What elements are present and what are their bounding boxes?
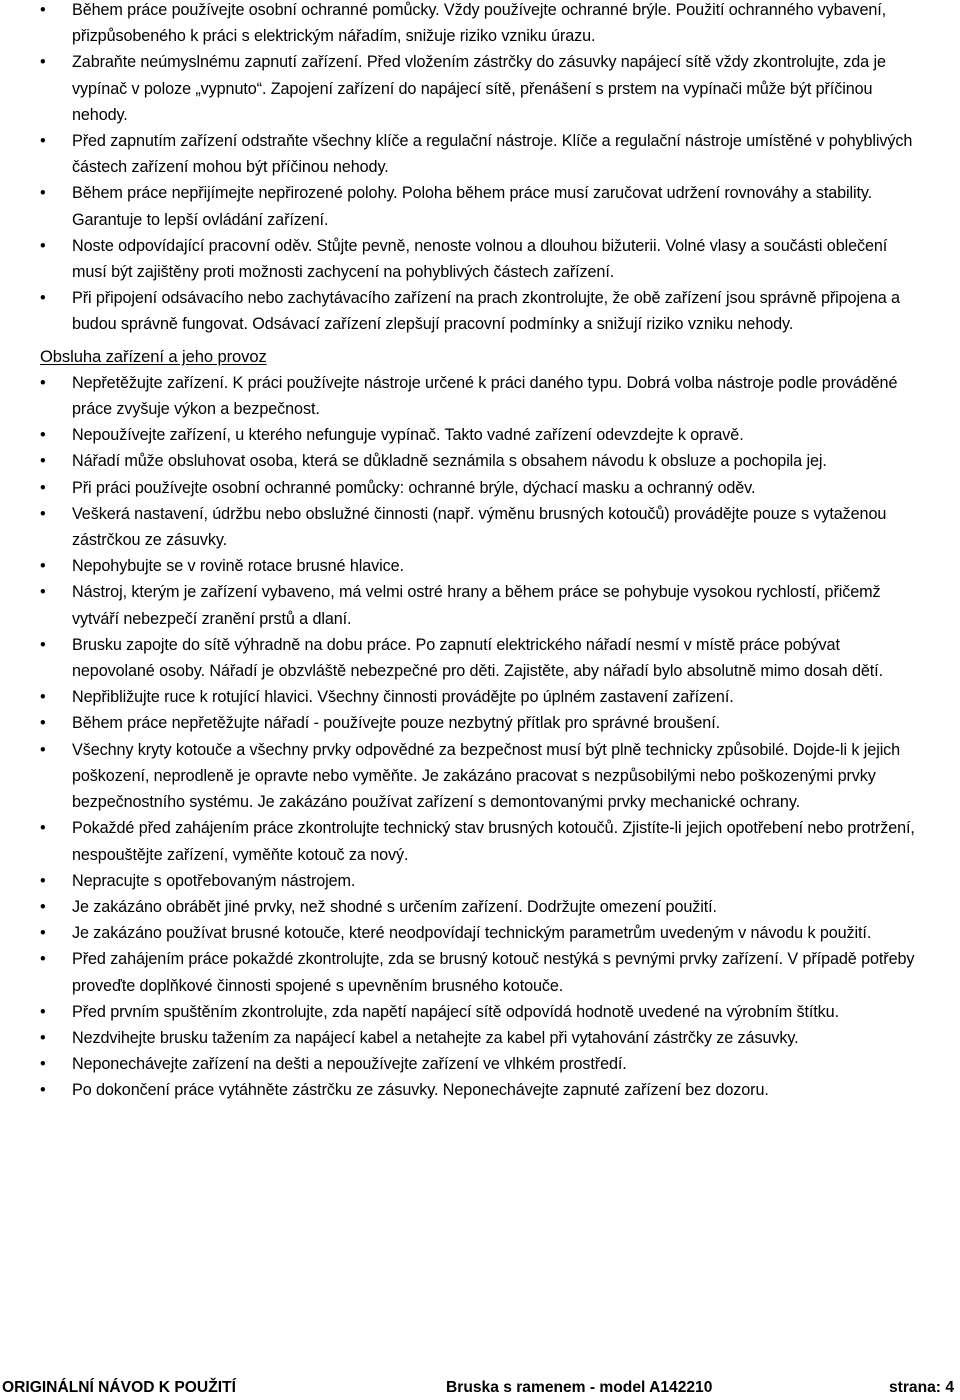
list-item-text: Noste odpovídající pracovní oděv. Stůjte pevně, nenoste volnou a dlouhou bižuterii. Volné vlasy a součásti oblečení musí být zajištěny proti možnosti zachycení na pohyblivých částech zařízení. (72, 236, 888, 282)
list-item-text: Je zakázáno používat brusné kotouče, které neodpovídají technickým parametrům uvedeným v návodu k použití. (72, 924, 872, 943)
bullet-icon: • (40, 714, 46, 733)
list-item (40, 49, 924, 128)
list-item-text: Během práce nepřijímejte nepřirozené polohy. Poloha během práce musí zaručovat udržení rovnováhy a stability. Garantuje to lepší ovládání zařízení. (72, 184, 873, 229)
list-item (40, 815, 924, 867)
list-item (40, 579, 924, 631)
list-item-text: Nezdvihejte brusku tažením za napájecí kabel a netahejte za kabel při vytahování zástrčky ze zásuvky. (72, 1028, 799, 1047)
bullet-icon: • (40, 184, 46, 203)
list-item (40, 285, 924, 337)
bullet-icon: • (40, 1055, 46, 1074)
list-item-text: Nářadí může obsluhovat osoba, která se důkladně seznámila s obsahem návodu k obsluze a pochopila jej. (72, 452, 827, 471)
footer-document-type: ORIGINÁLNÍ NÁVOD K POUŽITÍ (2, 1379, 236, 1396)
list-item-text: Je zakázáno obrábět jiné prvky, než shodné s určením zařízení. Dodržujte omezení použití. (72, 897, 717, 916)
list-item (40, 128, 924, 180)
bullet-icon: • (40, 478, 46, 497)
list-item (40, 868, 924, 894)
list-item (40, 1051, 924, 1077)
bullet-icon: • (40, 740, 46, 759)
list-item-text: Zabraňte neúmyslnému zapnutí zařízení. Před vložením zástrčky do zásuvky napájecí sítě vždy zkontrolujte, zda je vypínač v poloze „vypnuto“. Zapojení zařízení do napájecí sítě, přenášení s prstem na vypínači může být příčinou nehody. (72, 53, 886, 124)
list-item-text: Nepoužívejte zařízení, u kterého nefunguje vypínač. Takto vadné zařízení odevzdejte k opravě. (72, 426, 744, 445)
bullet-icon: • (40, 452, 46, 471)
list-item (40, 501, 924, 553)
list-item (40, 894, 924, 920)
section-heading: Obsluha zařízení a jeho provoz (40, 346, 267, 366)
bullet-icon: • (40, 924, 46, 943)
list-item-text: Během práce používejte osobní ochranné pomůcky. Vždy používejte ochranné brýle. Použití ochranného vybavení, přizpůsobeného k práci s elektrickým nářadím, snižuje riziko vzniku úrazu. (72, 1, 887, 46)
list-item (40, 684, 924, 710)
list-item (40, 475, 924, 501)
bullet-icon: • (40, 688, 46, 707)
bullet-icon: • (40, 504, 46, 523)
bullet-icon: • (40, 373, 46, 392)
list-item-text: Brusku zapojte do sítě výhradně na dobu práce. Po zapnutí elektrického nářadí nesmí v místě práce pobývat nepovolané osoby. Nářadí je obzvláště nebezpečné pro děti. Zajistěte, aby nářadí bylo absolutně mimo dosah dětí. (72, 635, 883, 681)
list-item (40, 999, 924, 1025)
list-item (40, 422, 924, 448)
list-item (40, 0, 924, 49)
bullet-icon: • (40, 426, 46, 445)
list-item (40, 632, 924, 684)
page-footer (0, 1376, 960, 1400)
page-content (40, 0, 924, 1104)
list-item (40, 710, 924, 736)
list-item-text: Nástroj, kterým je zařízení vybaveno, má velmi ostré hrany a během práce se pohybuje vysokou rychlostí, přičemž vytváří nebezpečí zranění prstů a dlaní. (72, 583, 881, 628)
bullet-icon: • (40, 53, 46, 72)
bullet-icon: • (40, 289, 46, 308)
bullet-icon: • (40, 132, 46, 151)
list-item-text: Před zapnutím zařízení odstraňte všechny klíče a regulační nástroje. Klíče a regulační nástroje umístěné v pohyblivých částech zařízení mohou být příčinou nehody. (72, 132, 913, 177)
bullet-icon: • (40, 236, 46, 255)
bullet-icon: • (40, 897, 46, 916)
list-item-text: Nepracujte s opotřebovaným nástrojem. (72, 871, 356, 890)
list-item-text: Nepřibližujte ruce k rotující hlavici. Všechny činnosti provádějte po úplném zastavení zařízení. (72, 688, 734, 707)
list-item-text: Před prvním spuštěním zkontrolujte, zda napětí napájecí sítě odpovídá hodnotě uvedené na výrobním štítku. (72, 1002, 839, 1021)
list-item (40, 448, 924, 474)
list-item-text: Pokaždé před zahájením práce zkontrolujte technický stav brusných kotoučů. Zjistíte-li jejich opotřebení nebo protržení, nespouštějte zařízení, vyměňte kotouč za nový. (72, 819, 915, 864)
list-item (40, 370, 924, 422)
bullet-icon: • (40, 1081, 46, 1100)
list-item-text: Všechny kryty kotouče a všechny prvky odpovědné za bezpečnost musí být plně technicky způsobilé. Dojde-li k jejich poškození, neprodleně je opravte nebo vyměňte. Je zakázáno pracovat s nezpůsobilými nebo poškozenými prvky bezpečnostního systému. Je zakázáno používat zařízení s demontovanými prvky mechanické ochrany. (72, 740, 901, 812)
list-item (40, 920, 924, 946)
list-item (40, 1077, 924, 1103)
bullet-icon: • (40, 557, 46, 576)
list-item (40, 946, 924, 998)
operation-bullet-list (40, 370, 924, 1104)
list-item-text: Při práci používejte osobní ochranné pomůcky: ochranné brýle, dýchací masku a ochranný oděv. (72, 478, 756, 497)
bullet-icon: • (40, 583, 46, 602)
footer-page-number: strana: 4 (888, 1379, 954, 1396)
list-item (40, 737, 924, 816)
list-item-text: Před zahájením práce pokaždé zkontrolujte, zda se brusný kotouč nestýká s pevnými prvky zařízení. V případě potřeby proveďte doplňkové činnosti spojené s upevněním brusného kotouče. (72, 950, 915, 995)
bullet-icon: • (40, 871, 46, 890)
bullet-icon: • (40, 1002, 46, 1021)
footer-product-model: Bruska s ramenem - model A142210 (446, 1379, 713, 1396)
list-item-text: Při připojení odsávacího nebo zachytávacího zařízení na prach zkontrolujte, že obě zařízení jsou správně připojena a budou správně fungovat. Odsávací zařízení zlepšují pracovní podmínky a snižují riziko vzniku nehody. (72, 289, 900, 334)
list-item-text: Po dokončení práce vytáhněte zástrčku ze zásuvky. Neponechávejte zapnuté zařízení bez dozoru. (72, 1081, 769, 1100)
bullet-icon: • (40, 819, 46, 838)
list-item-text: Nepohybujte se v rovině rotace brusné hlavice. (72, 557, 404, 576)
bullet-icon: • (40, 1, 46, 19)
list-item (40, 233, 924, 285)
list-item-text: Nepřetěžujte zařízení. K práci používejte nástroje určené k práci daného typu. Dobrá volba nástroje podle prováděné práce zvyšuje výkon a bezpečnost. (72, 373, 898, 419)
list-item-text: Veškerá nastavení, údržbu nebo obslužné činnosti (např. výměnu brusných kotoučů) provádějte pouze s vytaženou zástrčkou ze zásuvky. (72, 504, 887, 550)
safety-bullet-list (40, 0, 924, 338)
bullet-icon: • (40, 1028, 46, 1047)
list-item (40, 180, 924, 232)
list-item-text: Neponechávejte zařízení na dešti a nepoužívejte zařízení ve vlhkém prostředí. (72, 1055, 627, 1074)
bullet-icon: • (40, 950, 46, 969)
list-item-text: Během práce nepřetěžujte nářadí - používejte pouze nezbytný přítlak pro správné broušení. (72, 714, 720, 733)
list-item (40, 1025, 924, 1051)
bullet-icon: • (40, 635, 46, 654)
list-item (40, 553, 924, 579)
